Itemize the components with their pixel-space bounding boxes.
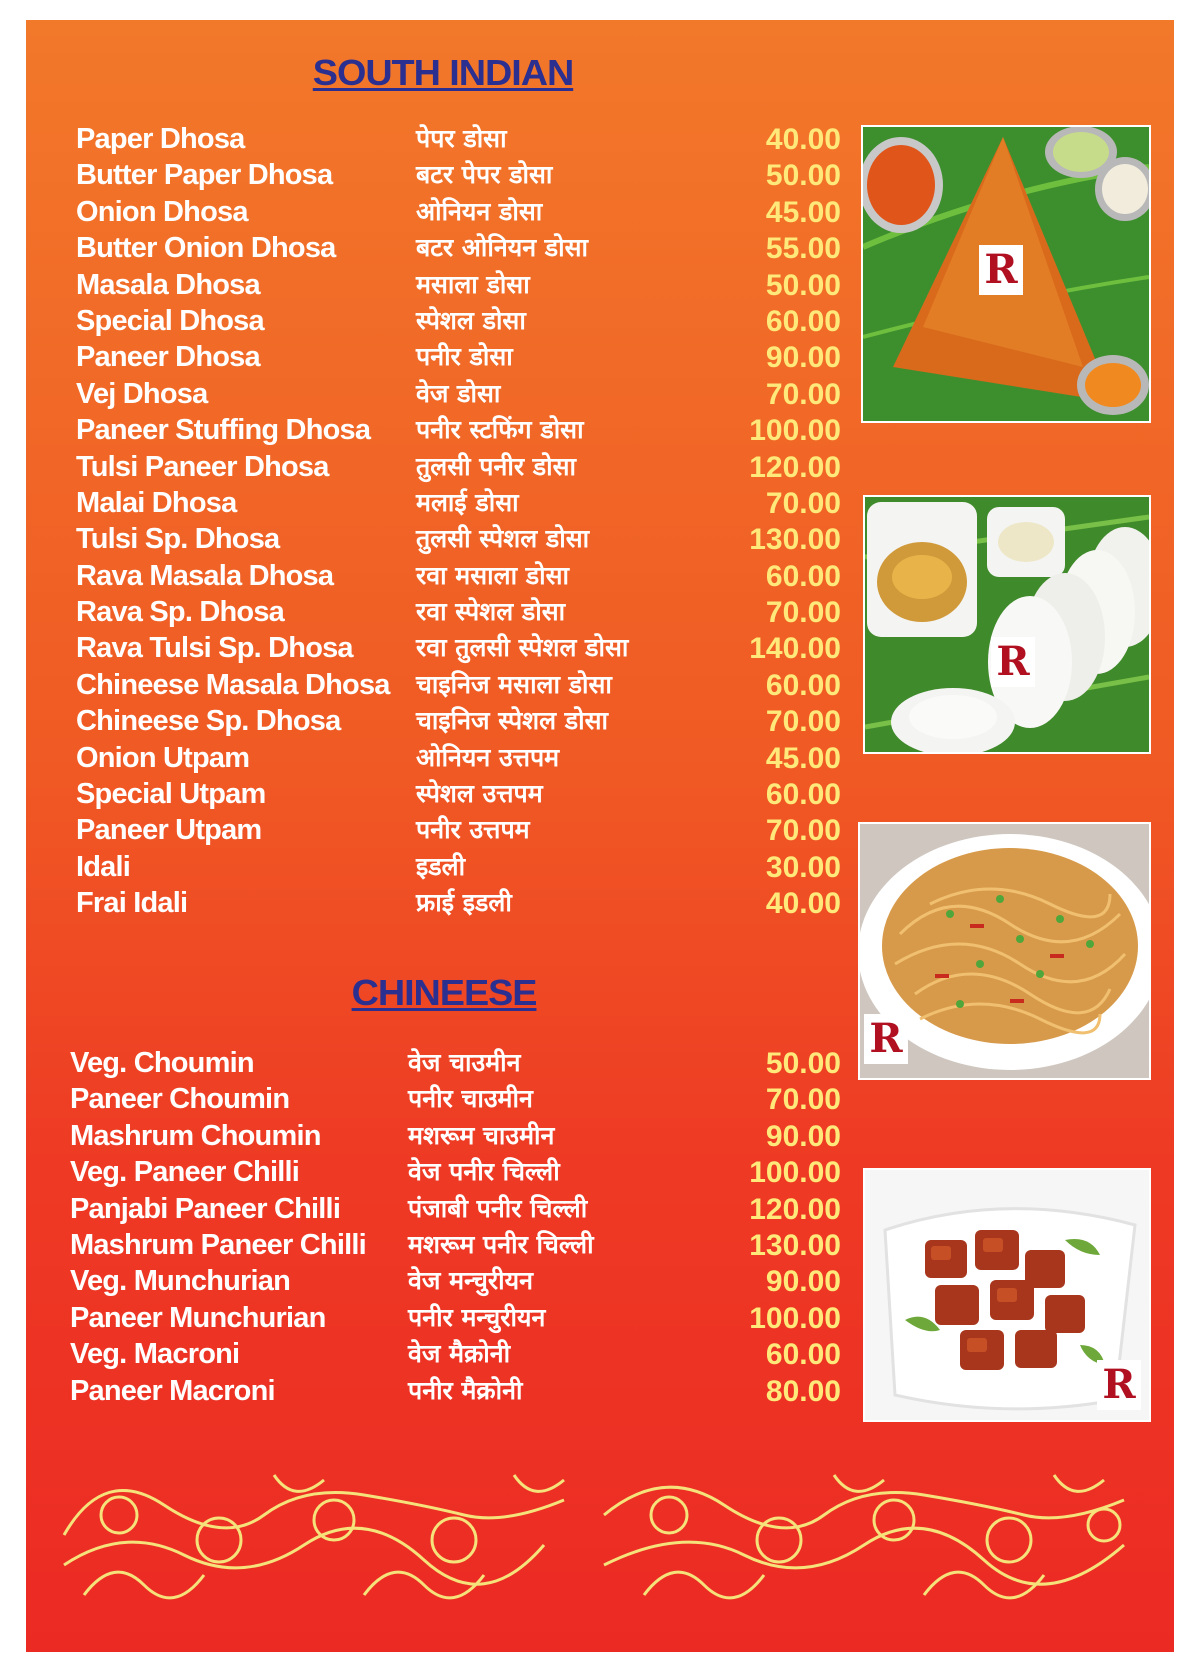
- item-name-hi: मशरूम चाउमीन: [408, 1120, 555, 1150]
- item-name-en: Veg. Munchurian: [70, 1265, 291, 1298]
- item-price: 80.00: [765, 1374, 841, 1408]
- item-name-hi: चाइनिज स्पेशल डोसा: [416, 706, 609, 736]
- section-title-chineese: CHINEESE: [351, 972, 537, 1013]
- menu-row: [26, 1191, 856, 1227]
- item-name-en: Onion Utpam: [76, 741, 250, 774]
- item-name-en: Mashrum Choumin: [70, 1119, 321, 1152]
- item-name-hi: बटर पेपर डोसा: [416, 160, 553, 190]
- item-name-en: Chineese Sp. Dhosa: [76, 705, 341, 738]
- item-name-en: Paneer Munchurian: [70, 1301, 326, 1334]
- item-name-en: Paper Dhosa: [76, 123, 245, 155]
- menu-row: [26, 1081, 856, 1117]
- item-name-hi: बटर ओनियन डोसा: [416, 233, 589, 263]
- item-name-en: Mashrum Paneer Chilli: [70, 1228, 366, 1261]
- item-price: 100.00: [749, 1156, 841, 1190]
- item-price: 70.00: [765, 596, 841, 630]
- item-name-en: Frai Idali: [76, 887, 188, 920]
- restaurant-logo: R: [979, 245, 1023, 295]
- item-price: 30.00: [765, 850, 841, 884]
- item-price: 90.00: [765, 1265, 841, 1299]
- item-price: 40.00: [765, 887, 841, 921]
- menu-row: [26, 1227, 856, 1263]
- paneer-chilli-photo: [863, 1168, 1151, 1422]
- menu-row: [26, 267, 856, 303]
- noodles-photo: [858, 822, 1151, 1080]
- item-name-en: Malai Dhosa: [76, 486, 237, 519]
- item-name-hi: वेज मैक्रोनी: [408, 1339, 511, 1369]
- item-price: 100.00: [749, 1301, 841, 1335]
- item-name-hi: स्पेशल डोसा: [416, 305, 526, 335]
- item-price: 70.00: [765, 1083, 841, 1117]
- item-name-en: Tulsi Sp. Dhosa: [76, 523, 280, 556]
- menu-row: [26, 339, 856, 375]
- item-name-hi: पनीर डोसा: [416, 342, 513, 372]
- item-name-en: Butter Onion Dhosa: [76, 232, 336, 265]
- item-name-hi: ओनियन डोसा: [416, 196, 543, 226]
- item-name-en: Paneer Utpam: [76, 814, 262, 847]
- menu-row: [26, 485, 856, 521]
- chineese-list: [26, 1045, 856, 1409]
- item-name-en: Paneer Macroni: [70, 1374, 275, 1407]
- item-name-hi: पंजाबी पनीर चिल्ली: [408, 1193, 588, 1223]
- item-name-hi: पनीर स्टफिंग डोसा: [416, 415, 584, 445]
- item-name-hi: तुलसी पनीर डोसा: [416, 451, 576, 481]
- menu-row: [26, 1154, 856, 1190]
- menu-row: [26, 449, 856, 485]
- item-name-hi: पनीर चाउमीन: [408, 1084, 533, 1114]
- item-price: 60.00: [765, 668, 841, 702]
- item-price: 70.00: [765, 705, 841, 739]
- menu-row: [26, 558, 856, 594]
- south-indian-list: [26, 121, 856, 922]
- menu-row: [26, 1045, 856, 1081]
- item-name-en: Veg. Paneer Chilli: [70, 1156, 299, 1189]
- item-price: 60.00: [765, 778, 841, 812]
- menu-row: [26, 194, 856, 230]
- item-price: 90.00: [765, 341, 841, 375]
- item-name-en: Chineese Masala Dhosa: [76, 668, 390, 701]
- item-name-en: Special Utpam: [76, 778, 266, 811]
- menu-row: [26, 230, 856, 266]
- menu-row: [26, 1336, 856, 1372]
- item-price: 50.00: [765, 268, 841, 302]
- item-name-hi: वेज चाउमीन: [408, 1048, 521, 1077]
- item-name-en: Tulsi Paneer Dhosa: [76, 450, 329, 483]
- menu-row: [26, 1300, 856, 1336]
- item-price: 45.00: [765, 195, 841, 229]
- item-name-hi: तुलसी स्पेशल डोसा: [416, 524, 590, 554]
- item-name-en: Veg. Macroni: [70, 1338, 240, 1371]
- item-name-hi: वेज डोसा: [416, 378, 501, 408]
- item-name-hi: फ्राई इडली: [416, 888, 512, 918]
- item-name-en: Paneer Stuffing Dhosa: [76, 414, 371, 447]
- item-name-en: Veg. Choumin: [70, 1047, 254, 1079]
- menu-row: [26, 1118, 856, 1154]
- item-name-hi: इडली: [416, 851, 466, 881]
- menu-poster: [26, 20, 1174, 1652]
- menu-row: [26, 849, 856, 885]
- menu-row: [26, 412, 856, 448]
- item-price: 130.00: [749, 1228, 841, 1262]
- item-price: 45.00: [765, 741, 841, 775]
- item-price: 60.00: [765, 1338, 841, 1372]
- item-price: 70.00: [765, 814, 841, 848]
- restaurant-logo: R: [1097, 1360, 1141, 1410]
- item-name-en: Paneer Choumin: [70, 1083, 290, 1116]
- item-name-hi: मलाई डोसा: [416, 487, 519, 517]
- menu-row: [26, 376, 856, 412]
- menu-row: [26, 776, 856, 812]
- item-name-hi: पनीर मैक्रोनी: [408, 1375, 523, 1405]
- item-price: 60.00: [765, 304, 841, 338]
- item-name-hi: पनीर उत्तपम: [416, 815, 530, 845]
- item-price: 100.00: [749, 414, 841, 448]
- menu-row: [26, 303, 856, 339]
- item-name-en: Masala Dhosa: [76, 268, 260, 301]
- item-price: 70.00: [765, 486, 841, 520]
- menu-row: [26, 1373, 856, 1409]
- item-name-en: Special Dhosa: [76, 304, 264, 337]
- item-name-en: Vej Dhosa: [76, 377, 208, 410]
- item-name-en: Rava Masala Dhosa: [76, 559, 334, 592]
- item-price: 40.00: [765, 123, 841, 156]
- item-name-en: Rava Tulsi Sp. Dhosa: [76, 632, 353, 665]
- item-price: 60.00: [765, 559, 841, 593]
- item-price: 55.00: [765, 232, 841, 266]
- item-name-hi: वेज मन्चुरीयन: [408, 1266, 534, 1296]
- item-name-en: Onion Dhosa: [76, 195, 248, 228]
- item-price: 120.00: [749, 1192, 841, 1226]
- item-price: 120.00: [749, 450, 841, 484]
- item-price: 130.00: [749, 523, 841, 557]
- section-title-south-indian: SOUTH INDIAN: [312, 52, 574, 93]
- menu-row: [26, 594, 856, 630]
- menu-row: [26, 740, 856, 776]
- item-price: 140.00: [749, 632, 841, 666]
- item-name-hi: मसाला डोसा: [416, 269, 530, 299]
- item-name-hi: रवा स्पेशल डोसा: [416, 597, 566, 627]
- item-name-en: Rava Sp. Dhosa: [76, 596, 284, 629]
- menu-row: [26, 667, 856, 703]
- item-price: 50.00: [765, 159, 841, 193]
- restaurant-logo: R: [991, 637, 1035, 687]
- item-name-hi: मशरूम पनीर चिल्ली: [408, 1229, 594, 1259]
- menu-row: [26, 157, 856, 193]
- restaurant-logo: R: [864, 1014, 908, 1064]
- item-name-en: Paneer Dhosa: [76, 341, 260, 374]
- item-name-en: Idali: [76, 850, 131, 883]
- item-name-hi: पनीर मन्चुरीयन: [408, 1302, 546, 1332]
- item-name-en: Butter Paper Dhosa: [76, 159, 333, 192]
- item-price: 90.00: [765, 1119, 841, 1153]
- item-price: 50.00: [765, 1047, 841, 1080]
- item-name-hi: रवा तुलसी स्पेशल डोसा: [416, 633, 629, 663]
- dosa-photo: [861, 125, 1151, 423]
- menu-row: [26, 885, 856, 921]
- item-name-hi: स्पेशल उत्तपम: [416, 779, 543, 809]
- menu-row: [26, 812, 856, 848]
- decorative-swirl-border: [44, 1445, 1164, 1615]
- menu-row: [26, 521, 856, 557]
- item-name-hi: वेज पनीर चिल्ली: [408, 1157, 560, 1187]
- item-name-hi: पेपर डोसा: [416, 124, 507, 153]
- menu-row: [26, 121, 856, 157]
- menu-row: [26, 1263, 856, 1299]
- item-name-hi: रवा मसाला डोसा: [416, 560, 569, 590]
- menu-row: [26, 703, 856, 739]
- item-name-en: Panjabi Paneer Chilli: [70, 1192, 341, 1225]
- item-price: 70.00: [765, 377, 841, 411]
- idli-photo: [863, 495, 1151, 754]
- item-name-hi: ओनियन उत्तपम: [416, 742, 560, 772]
- idli-illustration: [865, 497, 1149, 752]
- item-name-hi: चाइनिज मसाला डोसा: [416, 669, 612, 699]
- menu-row: [26, 630, 856, 666]
